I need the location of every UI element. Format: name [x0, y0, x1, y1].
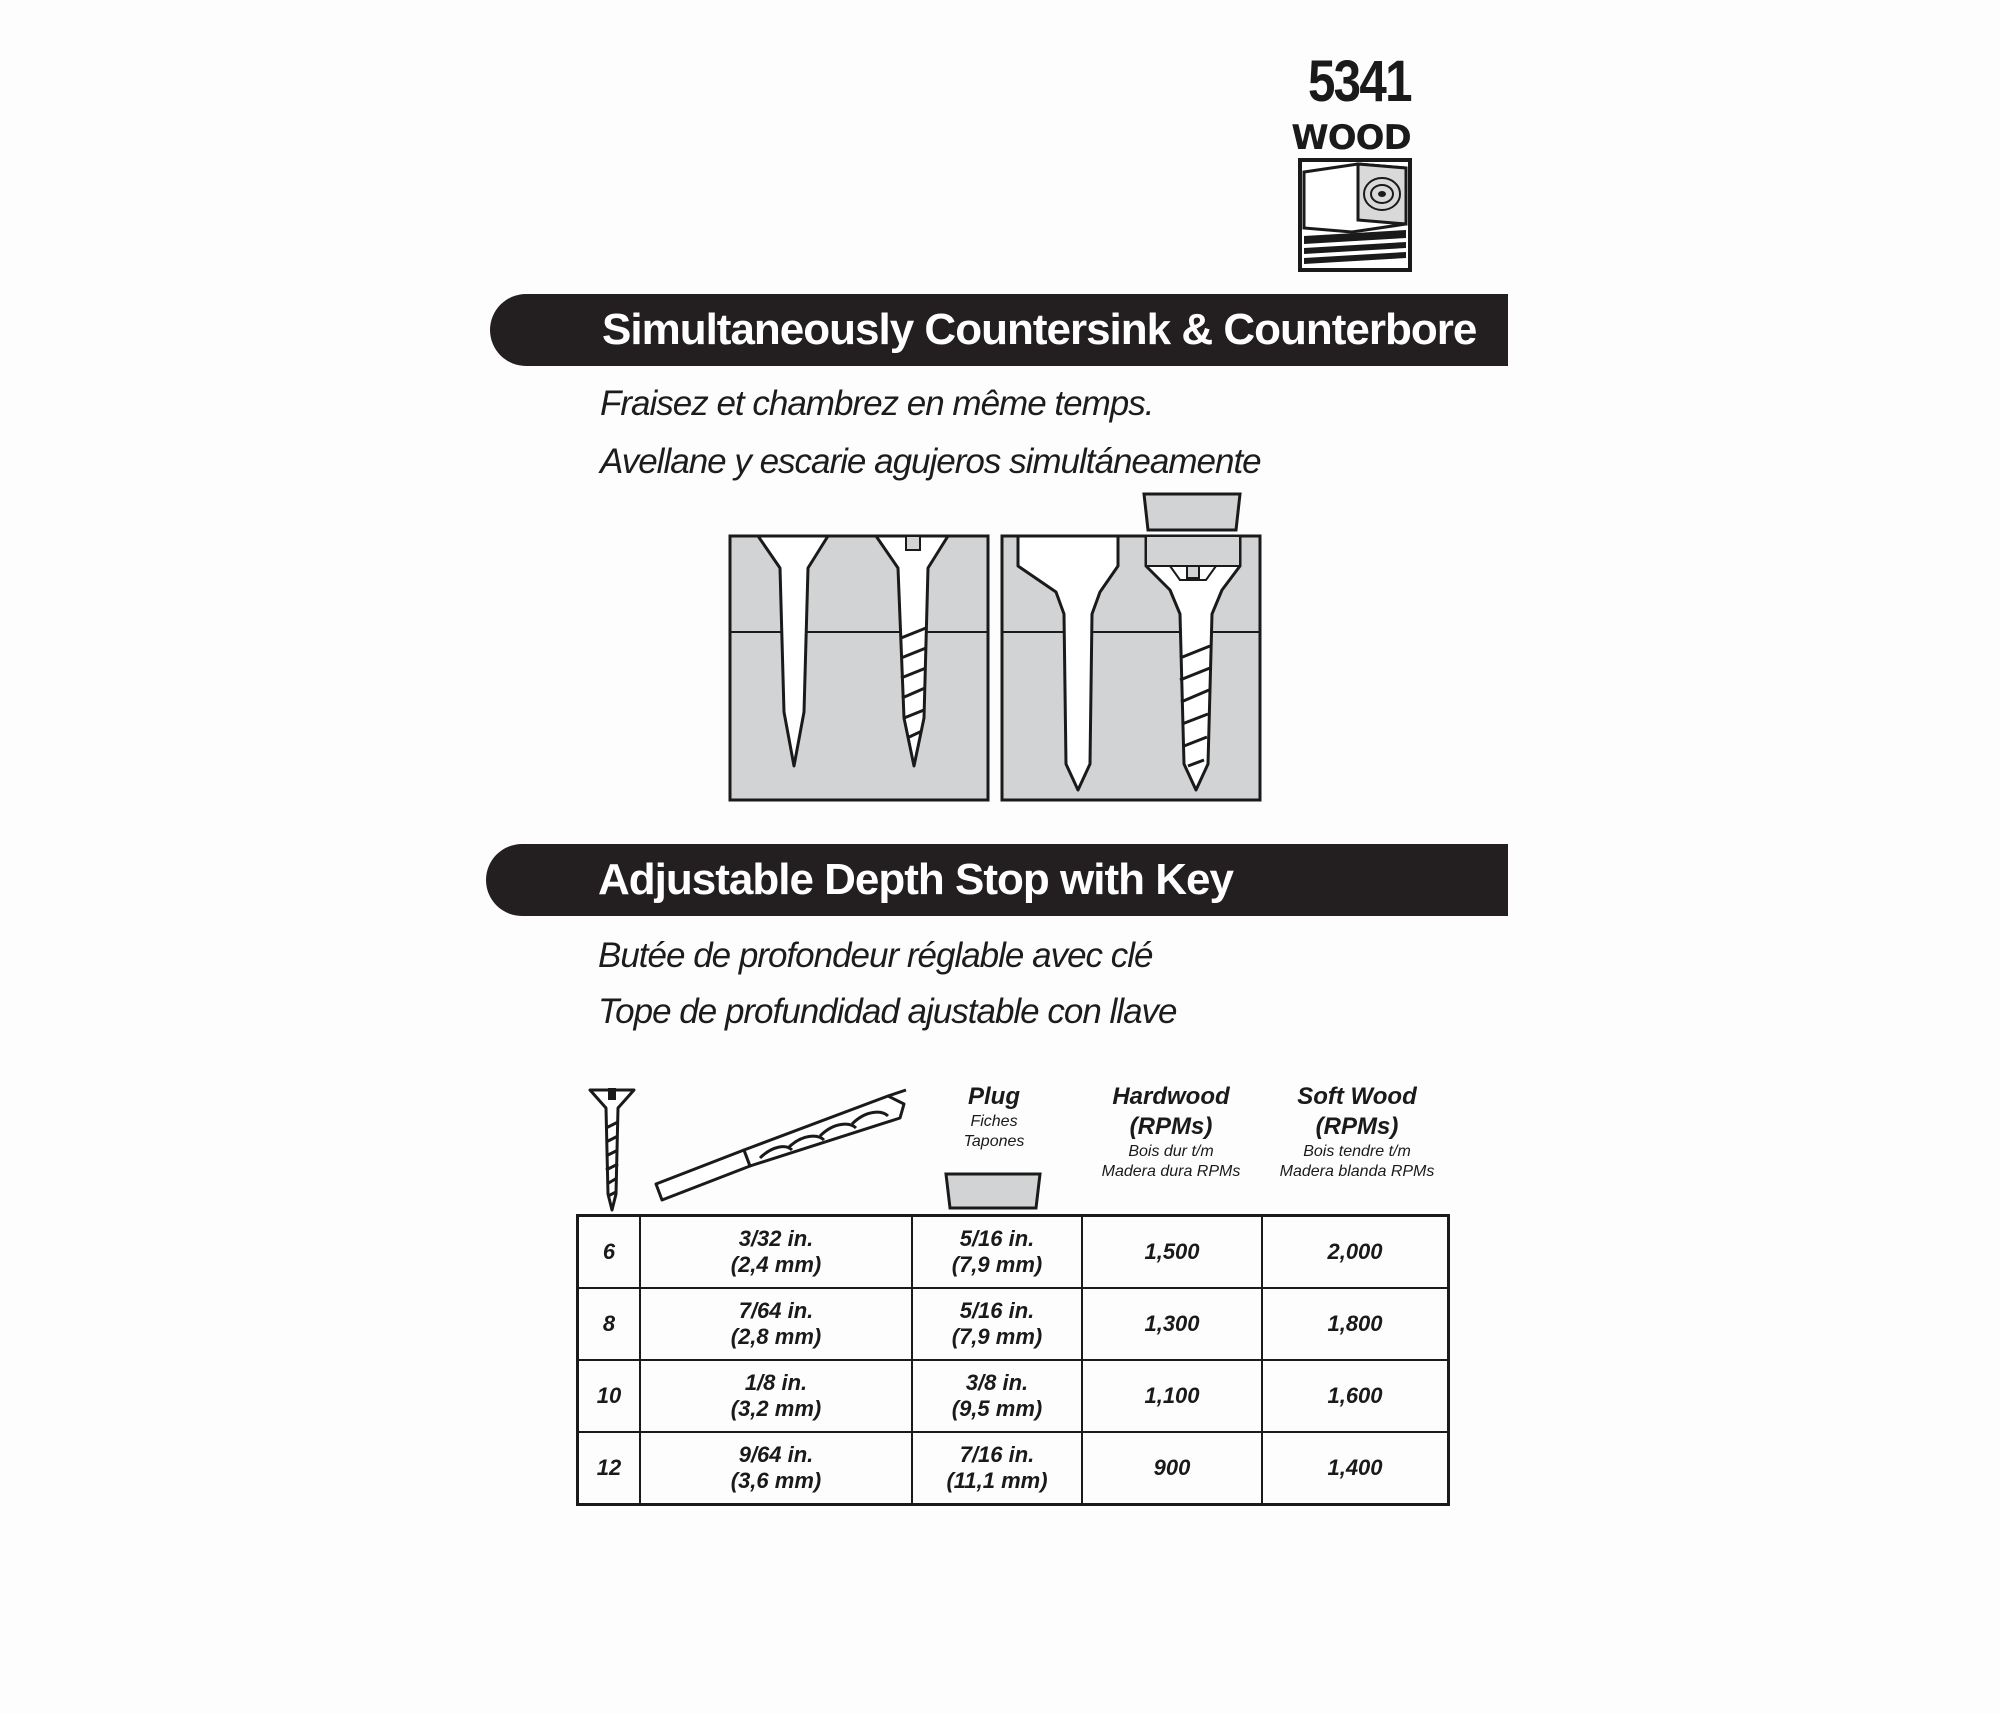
column-header-softwood — [1262, 1082, 1452, 1182]
drill-size-mm: (3,2 mm) — [730, 1396, 822, 1421]
drill-size-inches: 7/64 in. — [738, 1298, 814, 1323]
hardwood-rpm-cell: 1,300 — [1082, 1288, 1262, 1360]
table-row — [578, 1432, 1449, 1505]
screw-size-cell: 12 — [578, 1432, 641, 1505]
plug-size-mm: (11,1 mm) — [946, 1468, 1048, 1493]
plug-size-inches: 7/16 in. — [959, 1442, 1035, 1467]
softwood-header-label: Soft Wood — [1297, 1083, 1417, 1110]
softwood-rpm-cell: 1,400 — [1262, 1432, 1449, 1505]
drill-size-cell — [640, 1216, 912, 1289]
hardwood-header-french: Bois dur t/m — [1128, 1143, 1214, 1160]
section-title-countersink: Simultaneously Countersink & Counterbore — [490, 294, 1508, 366]
plug-size-mm: (7,9 mm) — [951, 1252, 1043, 1277]
subtitle-spanish: Avellane y escarie agujeros simultáneamente — [600, 442, 1261, 481]
subtitle-french: Fraisez et chambrez en même temps. — [600, 384, 1154, 423]
plug-size-cell — [912, 1216, 1082, 1289]
subtitle-french-depth: Butée de profondeur réglable avec clé — [598, 936, 1153, 975]
plug-header-spanish: Tapones — [963, 1133, 1025, 1150]
section-title-depth-stop: Adjustable Depth Stop with Key — [486, 844, 1508, 916]
plug-size-mm: (9,5 mm) — [951, 1396, 1043, 1421]
plug-size-cell — [912, 1360, 1082, 1432]
drill-size-inches: 1/8 in. — [744, 1370, 808, 1395]
drill-size-cell — [640, 1432, 912, 1505]
plug-size-cell — [912, 1432, 1082, 1505]
plug-icon — [942, 1170, 1044, 1212]
drill-size-cell — [640, 1288, 912, 1360]
plug-size-inches: 5/16 in. — [959, 1298, 1035, 1323]
softwood-header-unit: (RPMs) — [1315, 1113, 1399, 1140]
drill-size-inches: 3/32 in. — [738, 1226, 814, 1251]
screw-size-cell: 8 — [578, 1288, 641, 1360]
plug-size-cell — [912, 1288, 1082, 1360]
hardwood-rpm-cell: 1,500 — [1082, 1216, 1262, 1289]
drill-size-mm: (2,4 mm) — [730, 1252, 822, 1277]
plug-size-inches: 5/16 in. — [959, 1226, 1035, 1251]
hardwood-header-unit: (RPMs) — [1129, 1113, 1213, 1140]
drill-specification-table — [576, 1214, 1450, 1506]
table-row — [578, 1360, 1449, 1432]
table-row — [578, 1216, 1449, 1289]
plug-size-mm: (7,9 mm) — [951, 1324, 1043, 1349]
plug-header-french: Fiches — [970, 1113, 1018, 1130]
drill-bit-icon — [652, 1088, 908, 1208]
countersink-counterbore-diagram — [728, 488, 1262, 804]
drill-size-mm: (3,6 mm) — [730, 1468, 822, 1493]
softwood-rpm-cell: 1,800 — [1262, 1288, 1449, 1360]
plug-header-label: Plug — [968, 1083, 1020, 1110]
drill-size-mm: (2,8 mm) — [730, 1324, 822, 1349]
table-row — [578, 1288, 1449, 1360]
screw-size-cell: 6 — [578, 1216, 641, 1289]
softwood-rpm-cell: 2,000 — [1262, 1216, 1449, 1289]
subtitle-spanish-depth: Tope de profundidad ajustable con llave — [598, 992, 1177, 1031]
drill-size-cell — [640, 1360, 912, 1432]
model-number: 5341 — [1307, 49, 1411, 114]
drill-size-inches: 9/64 in. — [738, 1442, 814, 1467]
hardwood-header-label: Hardwood — [1112, 1083, 1230, 1110]
column-header-hardwood — [1082, 1082, 1260, 1182]
wood-block-icon — [1298, 158, 1412, 272]
hardwood-rpm-cell: 900 — [1082, 1432, 1262, 1505]
column-header-plug — [928, 1082, 1060, 1152]
softwood-header-spanish: Madera blanda RPMs — [1279, 1163, 1435, 1180]
material-label: WOOD — [1291, 118, 1411, 158]
softwood-rpm-cell: 1,600 — [1262, 1360, 1449, 1432]
screw-size-cell: 10 — [578, 1360, 641, 1432]
softwood-header-french: Bois tendre t/m — [1303, 1143, 1411, 1160]
screw-icon — [588, 1086, 636, 1212]
plug-size-inches: 3/8 in. — [965, 1370, 1029, 1395]
hardwood-rpm-cell: 1,100 — [1082, 1360, 1262, 1432]
hardwood-header-spanish: Madera dura RPMs — [1101, 1163, 1241, 1180]
